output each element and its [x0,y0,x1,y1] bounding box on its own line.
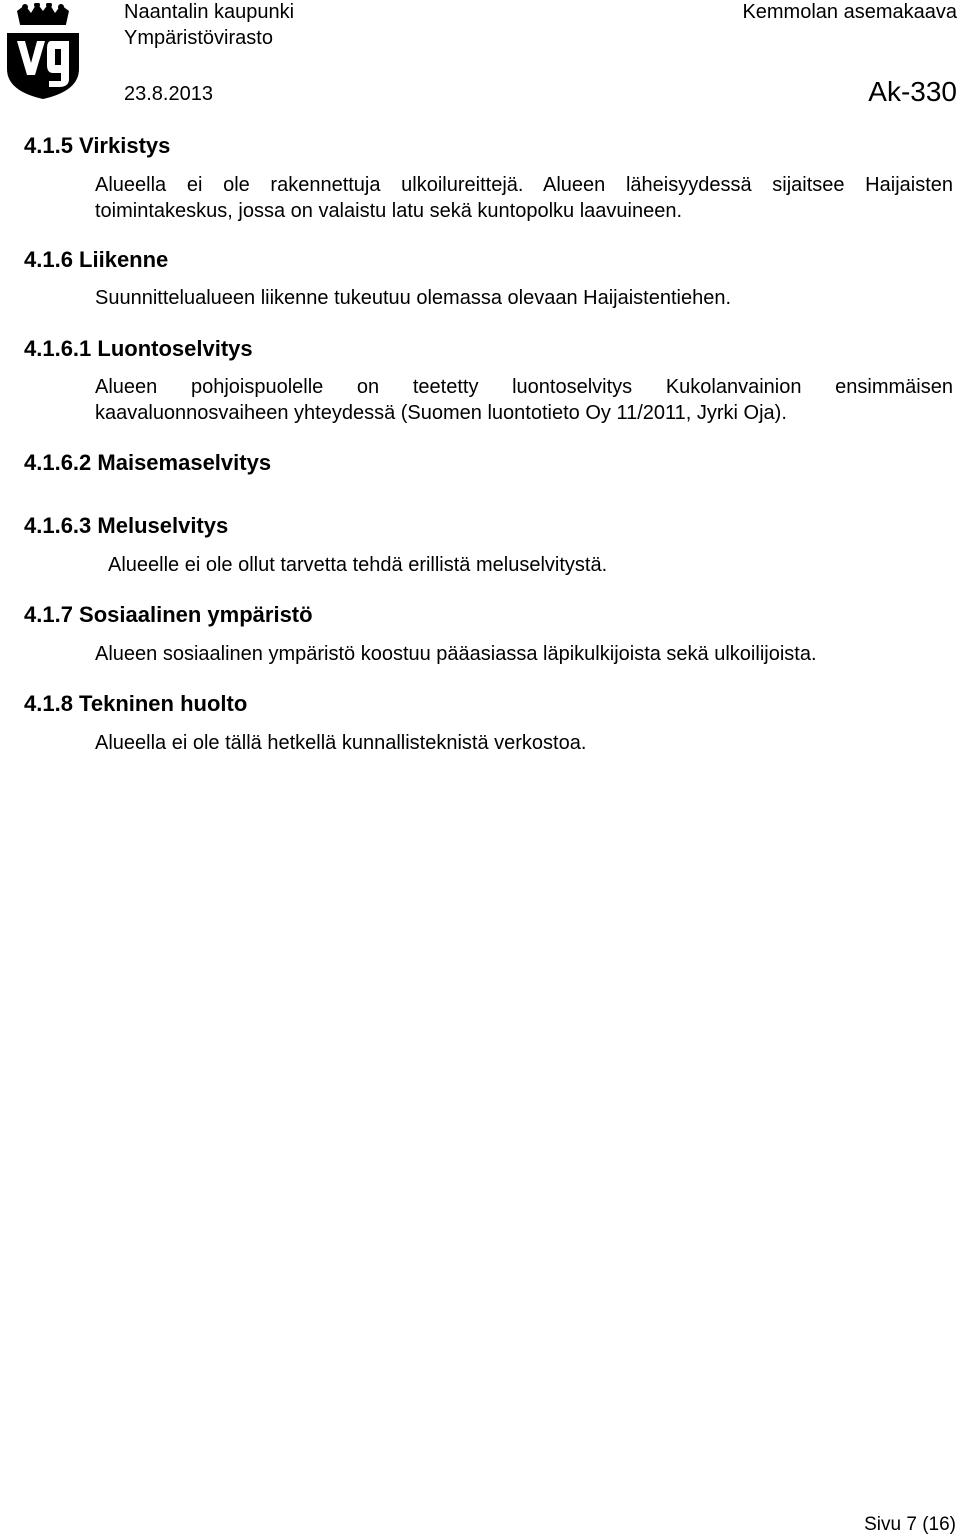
organization-name: Naantalin kaupunki [124,1,295,23]
heading-4-1-6-1: 4.1.6.1 Luontoselvitys [24,336,253,361]
paragraph-4-1-8: Alueella ei ole tällä hetkellä kunnallisteknistä verkostoa. [95,732,587,754]
paragraph-4-1-7: Alueen sosiaalinen ympäristö koostuu pääasiassa läpikulkijoista sekä ulkoilijoista. [95,643,817,665]
project-title: Kemmolan asemakaava [742,1,957,23]
document-date: 23.8.2013 [124,83,213,105]
heading-4-1-8: 4.1.8 Tekninen huolto [24,691,248,716]
city-crest-icon [3,3,83,99]
page-header [0,0,960,110]
paragraph-4-1-5: Alueella ei ole rakennettuja ulkoilureittejä. Alueen läheisyydessä sijaitsee Haijaisten toimintakeskus, jossa on valaistu latu sekä kuntopolku laavuineen. [95,174,953,222]
page-number: Sivu 7 (16) [864,1514,956,1535]
paragraph-4-1-6-1: Alueen pohjoispuolelle on teetetty luontoselvitys Kukolanvainion ensimmäisen kaavaluonnosvaiheen yhteydessä (Suomen luontotieto Oy 11/2011, Jyrki Oja). [95,376,953,424]
heading-4-1-6-2: 4.1.6.2 Maisemaselvitys [24,450,272,475]
paragraph-4-1-6: Suunnittelualueen liikenne tukeutuu olemassa olevaan Haijaistentiehen. [95,287,731,309]
paragraph-4-1-6-3: Alueelle ei ole ollut tarvetta tehdä erillistä meluselvitystä. [108,554,608,576]
heading-4-1-6-3: 4.1.6.3 Meluselvitys [24,513,229,538]
document-code: Ak-330 [868,76,957,107]
heading-4-1-5: 4.1.5 Virkistys [24,133,171,158]
department-name: Ympäristövirasto [124,27,273,49]
heading-4-1-7: 4.1.7 Sosiaalinen ympäristö [24,602,313,627]
heading-4-1-6: 4.1.6 Liikenne [24,247,169,272]
